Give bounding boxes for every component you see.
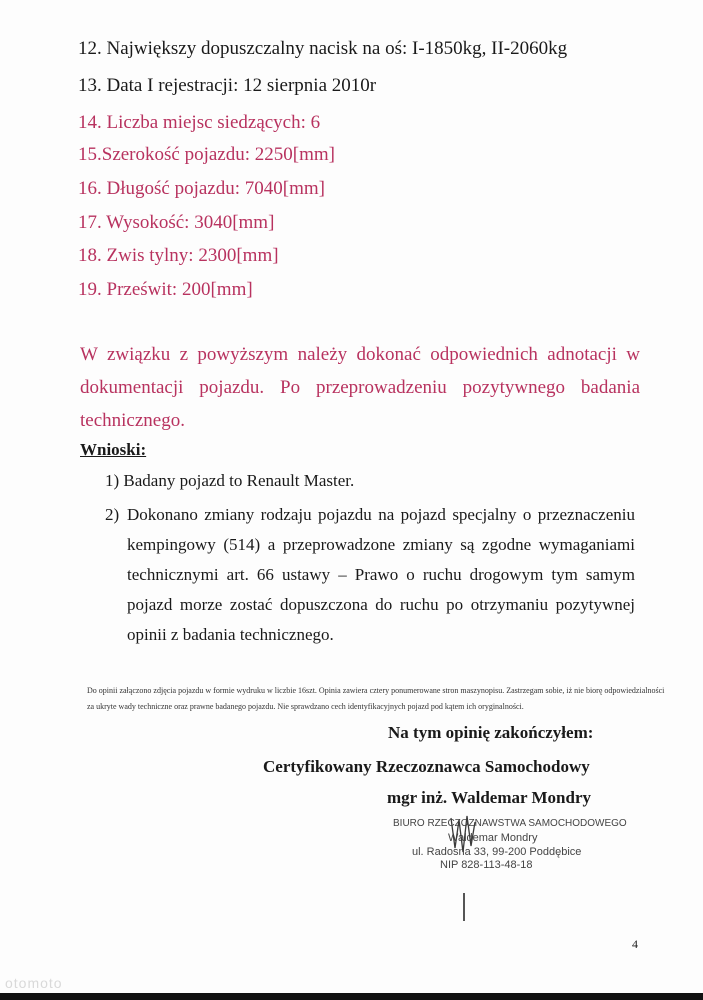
signature-closing: Na tym opinię zakończyłem: (388, 723, 594, 742)
stamp-line-2: Waldemar Mondry (448, 832, 538, 844)
item-17: 17. Wysokość: 3040[mm] (78, 212, 275, 233)
stamp-line-4: NIP 828-113-48-18 (440, 859, 533, 871)
conclusion-1-text: Badany pojazd to Renault Master. (123, 471, 355, 490)
item-13: 13. Data I rejestracji: 12 sierpnia 2010r (78, 75, 377, 96)
conclusion-2 (105, 500, 635, 650)
conclusion-2-number: 2) (105, 505, 120, 524)
conclusion-1 (105, 471, 354, 491)
item-14: 14. Liczba miejsc siedzących: 6 (78, 112, 321, 133)
bottom-border (0, 993, 703, 1000)
item-16: 16. Długość pojazdu: 7040[mm] (78, 178, 325, 199)
item-12: 12. Największy dopuszczalny nacisk na oś: I-1850kg, II-2060kg (78, 38, 568, 59)
signature-name: mgr inż. Waldemar Mondry (387, 788, 591, 807)
page-number: 4 (632, 937, 638, 951)
signature-title: Certyfikowany Rzeczoznawca Samochodowy (263, 757, 590, 776)
watermark: otomoto (5, 975, 63, 991)
signature-mark (463, 893, 465, 921)
stamp-line-1: BIURO RZECZOZNAWSTWA SAMOCHODOWEGO (393, 818, 627, 829)
item-15: 15.Szerokość pojazdu: 2250[mm] (78, 144, 335, 165)
stamp-line-3: ul. Radosna 33, 99-200 Poddębice (412, 846, 582, 858)
item-19: 19. Prześwit: 200[mm] (78, 279, 253, 300)
conclusion-1-number: 1) (105, 471, 120, 490)
handwritten-signature-icon (445, 808, 485, 860)
conclusion-2-text: Dokonano zmiany rodzaju pojazdu na pojazd specjalny o przeznaczeniu kempingowy (514) a przeprowadzone zmiany są zgodne wymaganiami technicznymi art. 66 ustawy – Prawo o ruchu drogowym tym samym pojazd morze zostać dopuszczona do ruchu po otrzymaniu pozytywnej opinii z badania technicznego. (127, 505, 635, 644)
conclusions-heading: Wnioski: (80, 440, 147, 459)
adnotation-paragraph: W związku z powyższym należy dokonać odpowiednich adnotacji w dokumentacji pojazdu. Po przeprowadzeniu pozytywnego badania technicznego. (80, 344, 640, 431)
fine-print: Do opinii załączono zdjęcia pojazdu w formie wydruku w liczbie 16szt. Opinia zawiera cztery ponumerowane stron maszynopisu. Zastrzegam sobie, iż nie biorę odpowiedzialności za ukryte wady techniczne oraz prawne badanego pojazdu. Nie sprawdzano cech identyfikacyjnych pojazd pod kątem ich oryginalności. (87, 686, 665, 711)
item-18: 18. Zwis tylny: 2300[mm] (78, 245, 279, 266)
